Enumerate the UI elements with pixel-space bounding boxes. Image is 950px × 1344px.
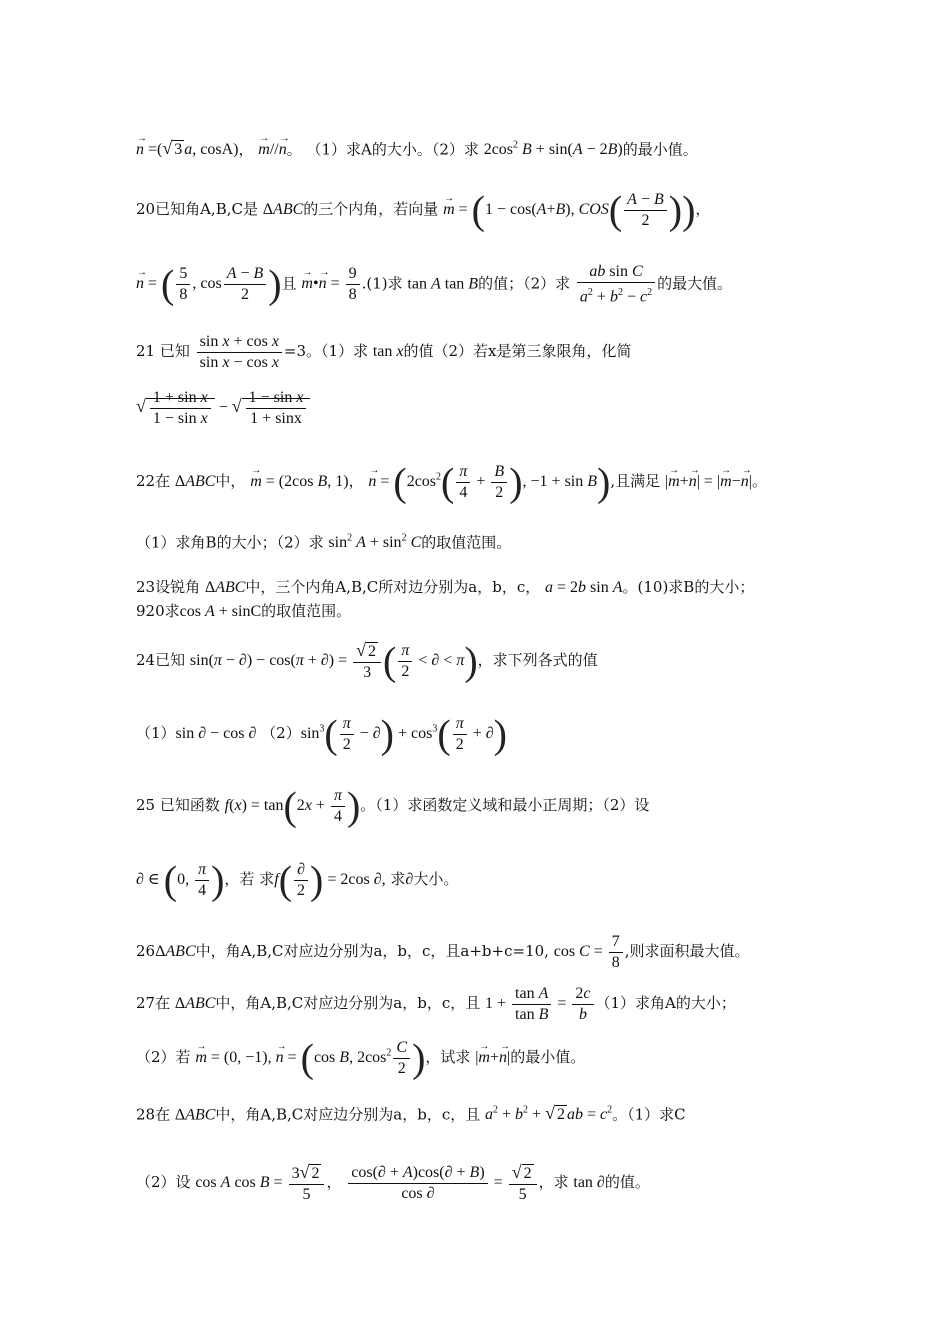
q27-line2: （2）若 → m = (0, −1), → n = (cos B, $2\cos^2$ $\frac{C}{2}$ )，试求 |→ m+→ n|的最小值。 [136, 1038, 816, 1079]
q28-line1: 28在 ΔABC中，角A,B,C对应边分别为a，b，c，且 $a^2 + b^2$ + √ 2 ab = $c^2$。（1）求C [136, 1103, 686, 1124]
q26-line: 26ΔABC中，角A,B,C对应边分别为a，b，c，且a+b+c=10, cos C = $\frac{7}{8}$ ,则求面积最大值。 [136, 933, 750, 971]
q23-line1: 23设锐角 ΔABC中，三个内角A,B,C所对边分别为a，b，c， a = 2b sin A。(10)求B的大小； [136, 578, 755, 596]
q25-line1: 25 已知函数 f(x) = tan(2x + $\frac{\pi}{4}$ )。（1）求函数定义域和最小正周期；（2）设 [136, 783, 650, 829]
q22-line2: （1）求角B的大小；（2）求 $\sin^2 A + \sin^2 C$的取值范围。 [136, 533, 512, 552]
q20-line1: 20已知角A,B,C是 ΔABC的三个内角，若向量 → m = (1 − cos(A+B), COS( $\frac{A - B}{2}$ ))， [136, 190, 816, 231]
q19-text: （1）求A的大小。（2）求 [306, 140, 479, 159]
q19-line: → n =(√ 3 a, cosA)， → m//→ n。 （1）求A的大小。（2）求 $2\cos^2$ B + sin(A − 2B)的最小值。 [136, 135, 816, 161]
q27-line1: 27在 ΔABC中，角A,B,C对应边分别为a，b，c，且 1 + $\frac{\text{tan A}}{\text{tan B}}$ = $\frac{2c}{b}$ （1）求角A的大小； [136, 985, 736, 1023]
q28-line2: （2）设 cos A cos B = $\frac{3√ 2}{5}$ ， $\frac{\cos(\partial + A)\cos(\partial + B)}{\cos \partial}$ = $\frac{√ 2}{5}$ ，求 tan ∂的值。 [136, 1162, 650, 1203]
q25-line2: ∂ ∈ (0, $\frac{\pi}{4}$ )，若 求f( $\frac{\partial}{2}$ ) = 2cos ∂, 求∂大小。 [136, 857, 459, 903]
q21-line2: √ $\frac{\text{1 + sin x}}{\text{1 − sin x}}$ − √ $\frac{\text{1 − sin x}}{1 + \sin x}$ [136, 388, 816, 429]
q23-line2: 920求cos A + sinC的取值范围。 [136, 602, 352, 620]
q24-line1: 24已知 sin(π − ∂) − cos(π + ∂) = $\frac{√ 2}{3}$ ( $\frac{\pi}{2}$ < ∂ < π)，求下列各式的值 [136, 638, 598, 684]
q24-line2: （1）sin ∂ − cos ∂ $(2)\sin^3$( $\frac{\pi}{2}$ − ∂) + $\cos^3$( $\frac{\pi}{2}$ + ∂) [136, 711, 507, 757]
q20-line2: → n = ( $\frac{5}{8}$ , cos $\frac{A - B}{2}$ )且 → m•→ n = $\frac{9}{8}$ .(1)求 tan A tan B的值；（2）求 $\frac{\text{ab sin C}}{a^2 + b^2 - c^2}$ 的最大值。 [136, 262, 816, 307]
q21-line1: 21 已知 $\frac{\text{sin x + cos x}}{\text{sin x − cos x}}$ =3。（1）求 tan x的值（2）若x是第三象限角，化简 [136, 333, 632, 371]
q22-line1: 22在 ΔABC中， → m = (2cos B, 1)， → $n = (2\cos^2$( $\frac{\pi}{4}$ + $\frac{B}{2}$ ), −1 + sin B),且满足 |→ m+→ n| = |→ m−→ n|。 [136, 462, 816, 503]
